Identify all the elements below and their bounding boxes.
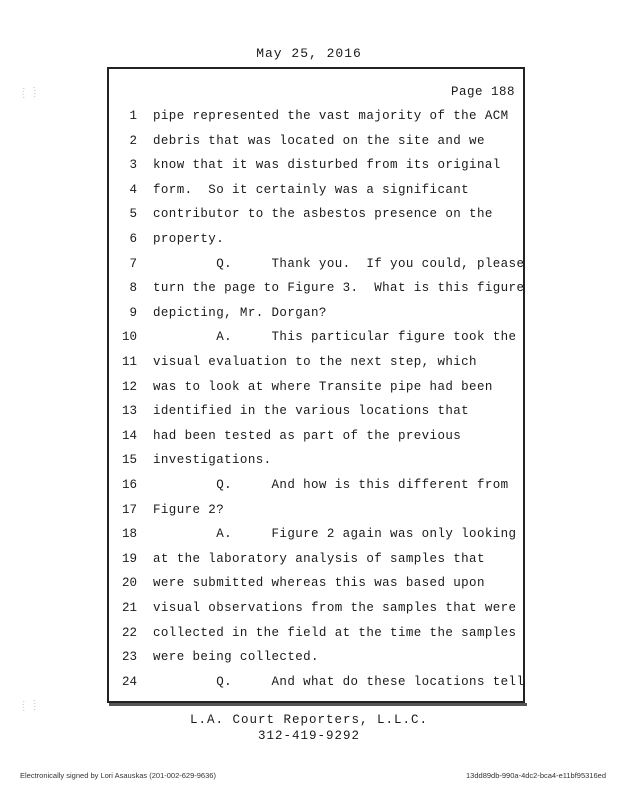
line-text: were submitted whereas this was based upon <box>153 576 485 591</box>
line-number: 16 <box>121 478 137 492</box>
line-number: 19 <box>121 551 137 566</box>
line-text: had been tested as part of the previous <box>153 428 462 443</box>
line-number: 22 <box>121 625 137 640</box>
line-number: 11 <box>121 355 137 369</box>
line-text: debris that was located on the site and we <box>153 133 485 148</box>
line-number: 21 <box>121 601 137 615</box>
line-number: 6 <box>129 232 137 246</box>
line-text: know that it was disturbed from its original <box>153 158 501 173</box>
document-id: 13dd89db-990a-4dc2-bca4-e11bf95316ed <box>466 771 606 780</box>
line-number: 17 <box>121 502 137 517</box>
header-date: May 25, 2016 <box>256 46 362 61</box>
line-text: depicting, Mr. Dorgan? <box>153 305 327 320</box>
line-number: 4 <box>129 182 137 197</box>
transcript-frame <box>107 67 525 703</box>
line-number: 10 <box>121 330 137 345</box>
line-text: were being collected. <box>153 650 319 665</box>
page-number: Page 188 <box>450 85 515 99</box>
line-number: 1 <box>129 109 137 123</box>
line-number: 7 <box>129 256 137 271</box>
line-text: contributor to the asbestos presence on the <box>153 207 493 222</box>
line-text: was to look at where Transite pipe had been <box>153 379 493 394</box>
line-number: 9 <box>129 305 137 320</box>
line-text: turn the page to Figure 3. What is this figure <box>153 281 525 296</box>
line-number: 14 <box>121 428 137 443</box>
line-number: 23 <box>121 650 137 665</box>
line-number: 18 <box>121 527 137 542</box>
line-number: 5 <box>129 207 137 222</box>
line-text: Q. And how is this different from <box>153 478 509 492</box>
punch-hole-icon <box>20 84 38 102</box>
line-text: Figure 2? <box>153 502 225 517</box>
line-text: Q. And what do these locations tell <box>153 674 525 689</box>
line-text: collected in the field at the time the samples <box>153 625 517 640</box>
line-text: form. So it certainly was a significant <box>153 182 470 197</box>
line-number: 15 <box>121 453 137 468</box>
line-text: investigations. <box>153 453 272 468</box>
line-number: 2 <box>129 133 137 148</box>
line-text: Q. Thank you. If you could, please <box>153 256 525 271</box>
line-text: visual evaluation to the next step, which <box>153 355 477 369</box>
line-text: property. <box>153 232 225 246</box>
frame-bottom-rule <box>109 703 527 706</box>
footer-company: L.A. Court Reporters, L.L.C. <box>189 713 429 727</box>
line-number: 20 <box>121 576 137 591</box>
line-text: identified in the various locations that <box>153 404 470 419</box>
footer-phone: 312-419-9292 <box>257 729 360 743</box>
line-number: 8 <box>129 281 137 296</box>
line-text: A. Figure 2 again was only looking <box>153 527 517 542</box>
line-text: at the laboratory analysis of samples that <box>153 551 485 566</box>
line-text: pipe represented the vast majority of the ACM <box>153 109 509 123</box>
line-number: 3 <box>129 158 137 173</box>
line-number: 24 <box>121 674 137 689</box>
line-text: visual observations from the samples that were <box>153 601 517 615</box>
line-number: 12 <box>121 379 137 394</box>
line-number: 13 <box>121 404 137 419</box>
line-text: A. This particular figure took the <box>153 330 517 345</box>
electronic-signature: Electronically signed by Lori Asauskas (201-002-629-9636) <box>20 771 216 780</box>
